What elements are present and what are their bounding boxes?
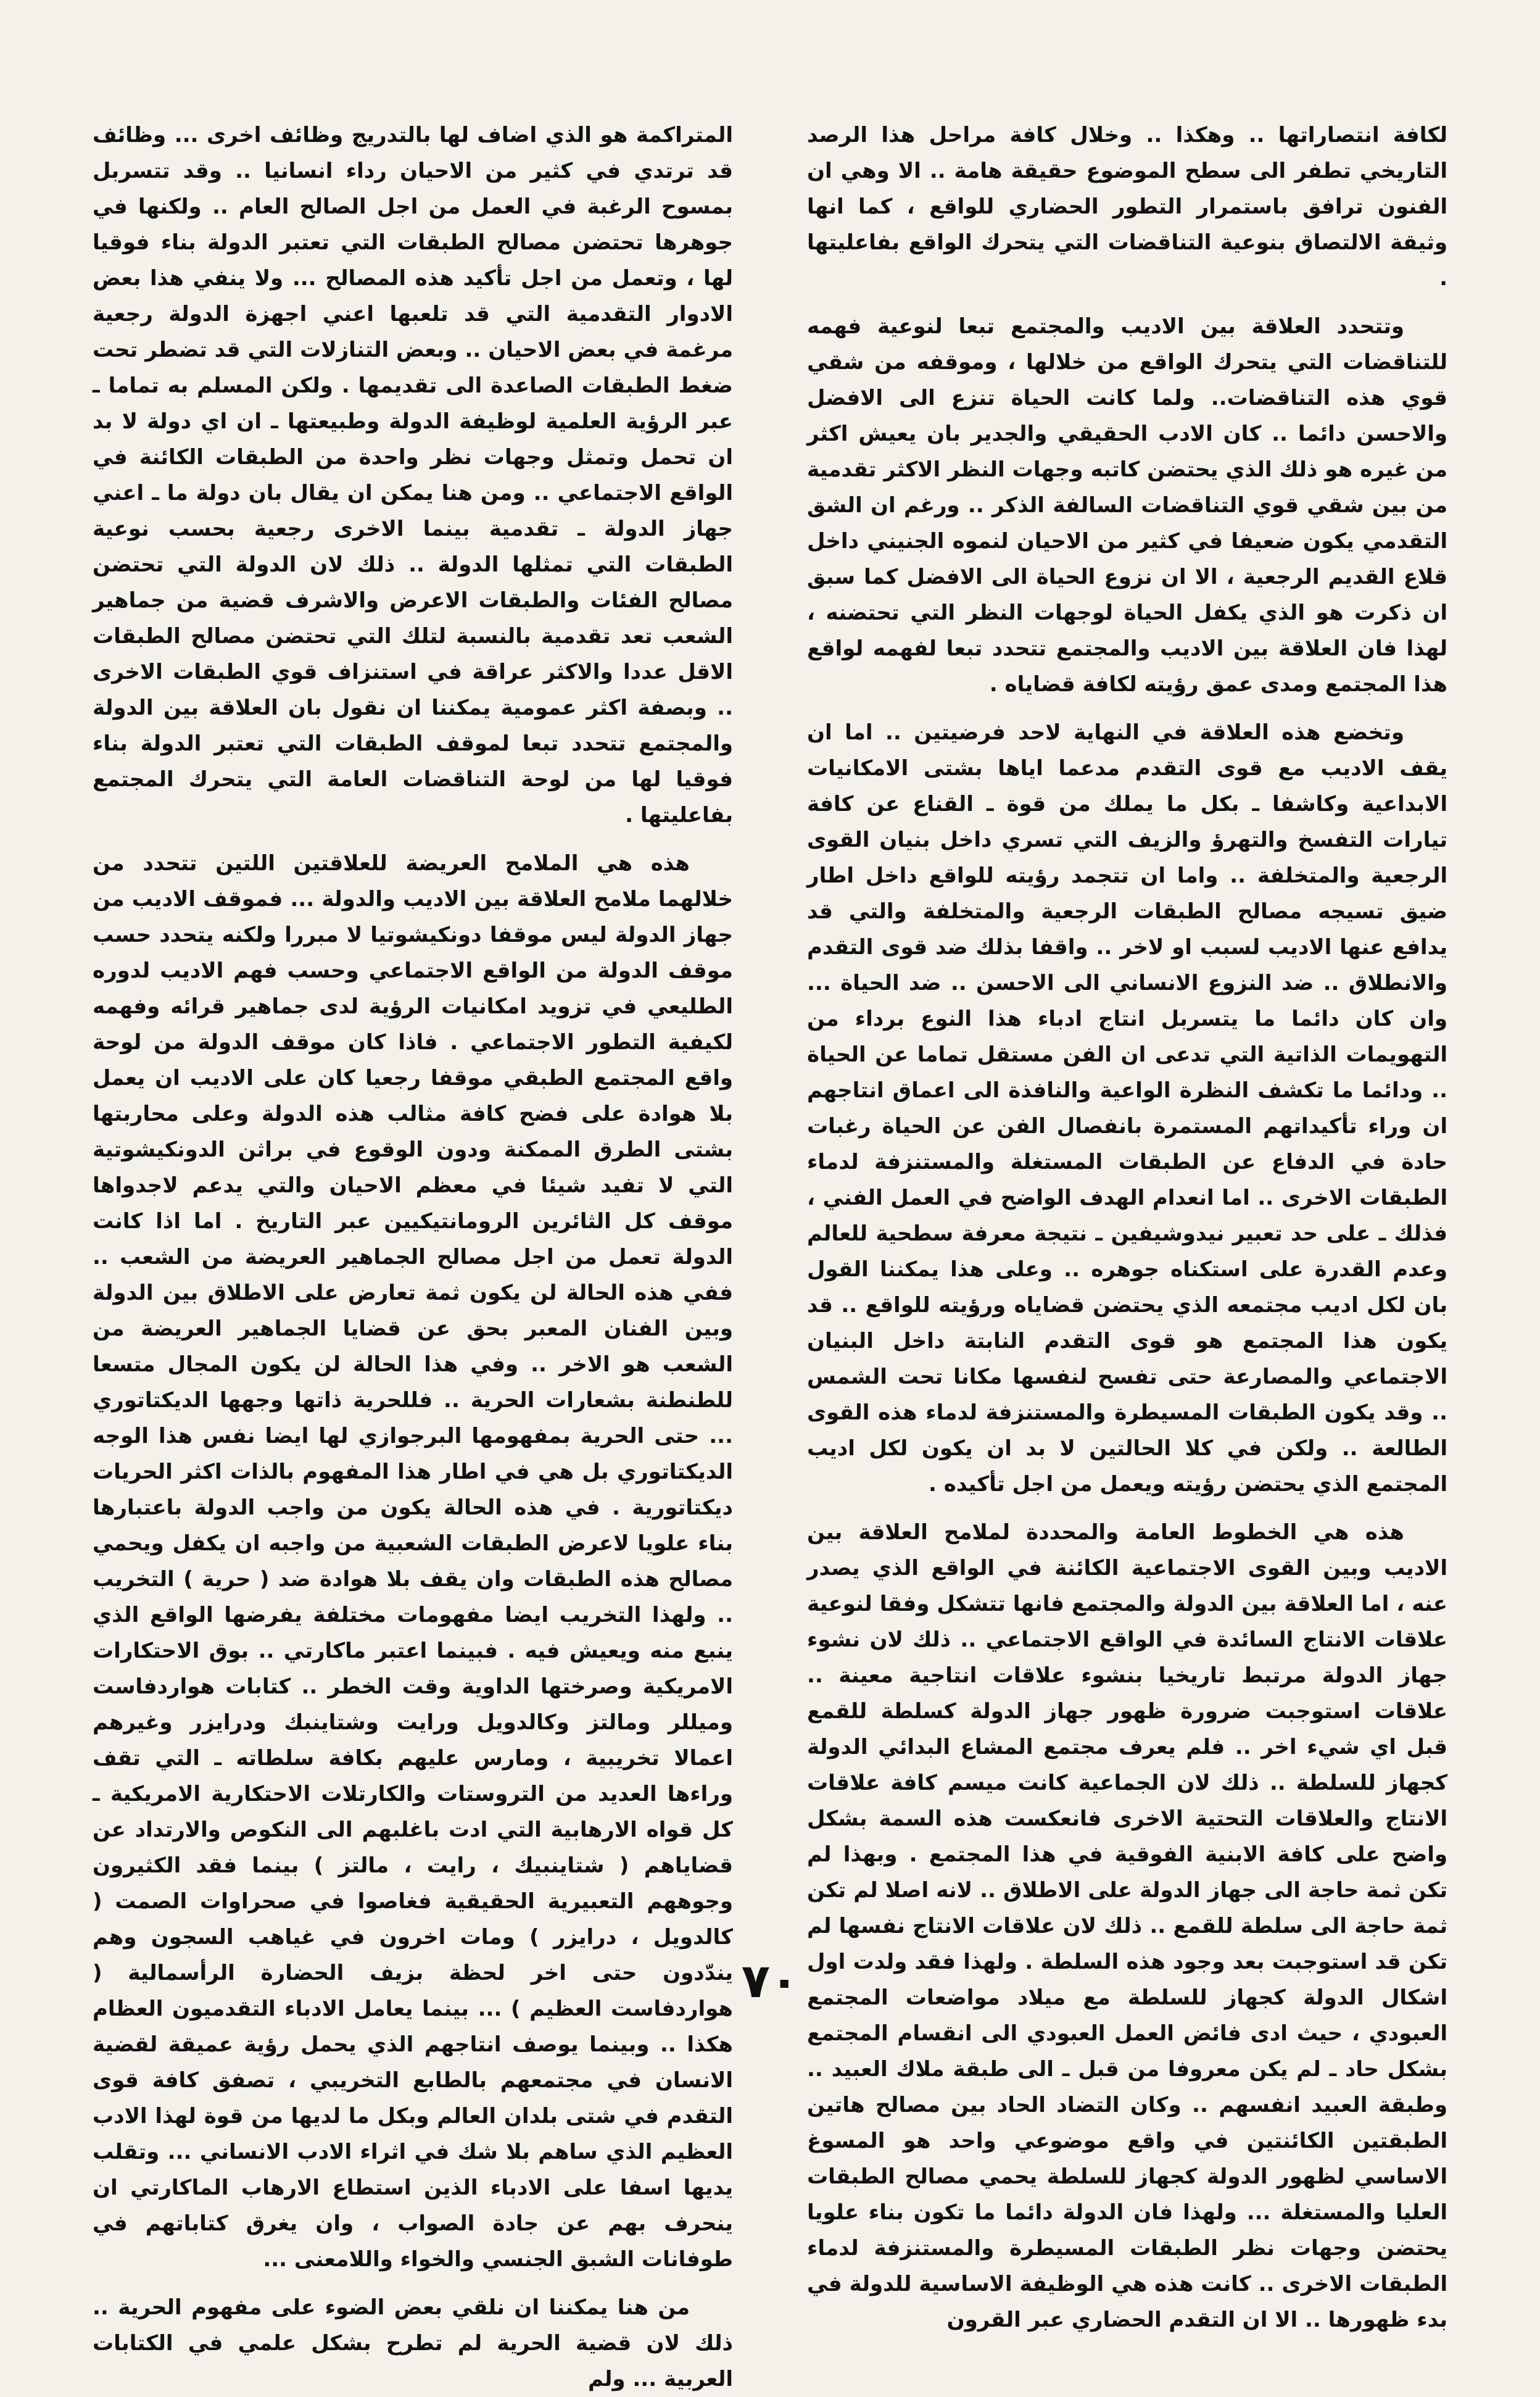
- right-column: [807, 117, 1447, 2332]
- paragraph: من هنا يمكننا ان نلقي بعض الضوء على مفهوم الحرية .. ذلك لان قضية الحرية لم تطرح بشكل علمي في الكتابات العربية ... ولم: [93, 2295, 733, 2391]
- paragraph: وتتحدد العلاقة بين الاديب والمجتمع تبعا لنوعية فهمه للتناقضات التي يتحرك الواقع من خلالها ، وموقفه من شقي قوي هذه التناقضات.. ولما كانت الحياة تنزع الى الافضل والاحسن دائما .. كان الادب الحقيقي والجدير بان يعيش اكثر من غيره هو ذلك الذي يحتضن كاتبه وجهات النظر الاكثر تقدمية من بين شقي قوي التناقضات السالفة الذكر .. ورغم ان الشق التقدمي يكون ضعيفا في كثير من الاحيان لنموه الجنيني داخل قلاع القديم الرجعية ، الا ان نزوع الحياة الى الافضل كما سبق ان ذكرت هو الذي يكفل الحياة لوجهات النظر التي تحتضنه ، لهذا فان العلاقة بين الاديب والمجتمع تتحدد تبعا لفهمه لواقع هذا المجتمع ومدى عمق رؤيته لكافة قضاياه .: [807, 314, 1447, 697]
- paragraph: المتراكمة هو الذي اضاف لها بالتدريج وظائف اخرى ... وظائف قد ترتدي في كثير من الاحيان رداء انسانيا .. وقد تتسربل بمسوح الرغبة في العمل من اجل الصالح العام .. ولكنها في جوهرها تحتضن مصالح الطبقات التي تعتبر الدولة بناء فوقيا لها ، وتعمل من اجل تأكيد هذه المصالح ... ولا ينفي هذا بعض الادوار التقدمية التي قد تلعبها اعني اجهزة الدولة رجعية مرغمة في بعض الاحيان .. وبعض التنازلات التي قد تضطر تحت ضغط الطبقات الصاعدة الى تقديمها . ولكن المسلم به تماما ـ عبر الرؤية العلمية لوظيفة الدولة وطبيعتها ـ ان اي دولة لا بد ان تحمل وتمثل وجهات نظر واحدة من الطبقات الكائنة في الواقع الاجتماعي .. ومن هنا يمكن ان يقال بان دولة ما ـ اعني جهاز الدولة ـ تقدمية بينما الاخرى رجعية بحسب نوعية الطبقات التي تمثلها الدولة .. ذلك لان الدولة التي تحتضن مصالح الفئات والطبقات الاعرض والاشرف قضية من جماهير الشعب تعد تقدمية بالنسبة لتلك التي تحتضن مصالح الطبقات الاقل عددا والاكثر عراقة في استنزاف قوي الطبقات الاخرى .. وبصفة اكثر عمومية يمكننا ان نقول بان العلاقة بين الدولة والمجتمع تتحدد تبعا لموقف الطبقات التي تعتبر الدولة بناء فوقيا لها من لوحة التناقضات العامة التي يتحرك المجتمع بفاعليتها .: [93, 123, 733, 828]
- paragraph: هذه هي الخطوط العامة والمحددة لملامح العلاقة بين الاديب وبين القوى الاجتماعية الكائنة في الواقع الذي يصدر عنه ، اما العلاقة بين الدولة والمجتمع فانها تتشكل وفقا لنوعية علاقات الانتاج السائدة في الواقع الاجتماعي .. ذلك لان نشوء جهاز الدولة مرتبط تاريخيا بنشوء علاقات انتاجية معينة .. علاقات استوجبت ضرورة ظهور جهاز الدولة كسلطة للقمع قبل اي شيء اخر .. فلم يعرف مجتمع المشاع البدائي الدولة كجهاز للسلطة .. ذلك لان الجماعية كانت ميسم كافة علاقات الانتاج والعلاقات التحتية الاخرى فانعكست هذه السمة بشكل واضح على كافة الابنية الفوقية في هذا المجتمع . وبهذا لم تكن ثمة حاجة الى جهاز الدولة على الاطلاق .. لانه اصلا لم تكن ثمة حاجة الى سلطة للقمع .. ذلك لان علاقات الانتاج نفسها لم تكن قد استوجبت بعد وجود هذه السلطة . ولهذا فقد ولدت اول اشكال الدولة كجهاز للسلطة مع ميلاد مواضعات المجتمع العبودي ، حيث ادى فائض العمل العبودي الى انقسام المجتمع بشكل حاد ـ لم يكن معروفا من قبل ـ الى طبقة ملاك العبيد .. وطبقة العبيد انفسهم .. وكان التضاد الحاد بين مصالح هاتين الطبقتين الكائنتين في واقع موضوعي واحد هو المسوغ الاساسي لظهور الدولة كجهاز للسلطة يحمي مصالح الطبقات العليا والمستغلة ... ولهذا فان الدولة دائما ما تكون بناء علويا يحتضن وجهات نظر الطبقات المسيطرة والمستنزفة لدماء الطبقات الاخرى .. كانت هذه هي الوظيفة الاساسية للدولة في بدء ظهورها .. الا ان التقدم الحضاري عبر القرون: [807, 1520, 1447, 2332]
- left-column: [93, 117, 733, 2391]
- paragraph: هذه هي الملامح العريضة للعلاقتين اللتين تتحدد من خلالهما ملامح العلاقة بين الاديب والدولة ... فموقف الاديب من جهاز الدولة ليس موقفا دونكيشوتيا لا مبررا ولكنه يتحدد حسب موقف الدولة من الواقع الاجتماعي وحسب فهم الاديب لدوره الطليعي في تزويد امكانيات الرؤية لدى جماهير قرائه وفهمه لكيفية التطور الاجتماعي . فاذا كان موقف الدولة من لوحة واقع المجتمع الطبقي موقفا رجعيا كان على الاديب ان يعمل بلا هوادة على فضح كافة مثالب هذه الدولة وعلى محاربتها بشتى الطرق الممكنة ودون الوقوع في براثن الدونكيشوتية التي لا تفيد شيئا في معظم الاحيان والتي يدعم لاجدواها موقف كل الثائرين الرومانتيكيين عبر التاريخ . اما اذا كانت الدولة تعمل من اجل مصالح الجماهير العريضة من الشعب .. ففي هذه الحالة لن يكون ثمة تعارض على الاطلاق بين الدولة وبين الفنان المعبر بحق عن قضايا الجماهير العريضة من الشعب هو الاخر .. وفي هذا الحالة لن يكون المجال متسعا للطنطنة بشعارات الحرية .. فللحرية ذاتها وجهها الديكتاتوري ... حتى الحرية بمفهومها البرجوازي لها ايضا نفس هذا الوجه الديكتاتوري بل هي في اطار هذا المفهوم بالذات اكثر الحريات ديكتاتورية . في هذه الحالة يكون من واجب الدولة باعتبارها بناء علويا لاعرض الطبقات الشعبية من واجبه ان يكفل ويحمي مصالح هذه الطبقات وان يقف بلا هوادة ضد ( حرية ) التخريب .. ولهذا التخريب ايضا مفهومات مختلفة يفرضها الواقع الذي ينبع منه ويعيش فيه . فبينما اعتبر ماكارتي .. بوق الاحتكارات الامريكية وصرختها الداوية وقت الخطر .. كتابات هواردفاست وميللر ومالتز وكالدويل ورايت وشتاينبك ودرايزر وغيرهم اعمالا تخريبية ، ومارس عليهم بكافة سلطاته ـ التي تقف وراءها العديد من التروستات والكارتلات الاحتكارية الامريكية ـ كل قواه الارهابية التي ادت باغلبهم الى النكوص والارتداد عن قضاياهم ( شتاينبيك ، رايت ، مالتز ) بينما فقد الكثيرون وجوههم التعبيرية الحقيقية فغاصوا في صحراوات الصمت ( كالدويل ، درايزر ) ومات اخرون في غياهب السجون وهم يندّدون حتى اخر لحظة بزيف الحضارة الرأسمالية ( هواردفاست العظيم ) ... بينما يعامل الادباء التقدميون العظام هكذا .. وبينما يوصف انتاجهم الذي يحمل رؤية عميقة لقضية الانسان في مجتمعهم بالطابع التخريبي ، تصفق كافة قوى التقدم في شتى بلدان العالم وبكل ما لديها من قوة لهذا الادب العظيم الذي ساهم بلا شك في اثراء الادب الانساني ... وتقلب يديها اسفا على الادباء الذين استطاع الارهاب الماكارتي ان ينحرف بهم عن جادة الصواب ، وان يغرق كتاباتهم في طوفانات الشبق الجنسي والخواء واللامعنى ...: [93, 851, 733, 2272]
- paragraph: لكافة انتصاراتها .. وهكذا .. وخلال كافة مراحل هذا الرصد التاريخي تطفر الى سطح الموضوع حقيقة هامة .. الا وهي ان الفنون ترافق باستمرار التطور الحضاري للواقع ، كما انها وثيقة الالتصاق بنوعية التناقضات التي يتحرك الواقع بفاعليتها .: [807, 123, 1447, 291]
- paragraph: وتخضع هذه العلاقة في النهاية لاحد فرضيتين .. اما ان يقف الاديب مع قوى التقدم مدعما اياها بشتى الامكانيات الابداعية وكاشفا ـ بكل ما يملك من قوة ـ القناع عن كافة تيارات التفسخ والتهرؤ والزيف التي تسري داخل بنيان القوى الرجعية والمتخلفة .. واما ان تتجمد رؤيته للواقع داخل اطار ضيق تسيجه مصالح الطبقات الرجعية والمتخلفة والتي قد يدافع عنها الاديب لسبب او لاخر .. واقفا بذلك ضد قوى التقدم والانطلاق .. ضد النزوع الانساني الى الاحسن .. ضد الحياة ... وان كان دائما ما يتسربل انتاج ادباء هذا النوع برداء من التهويمات الذاتية التي تدعى ان الفن مستقل تماما عن الحياة .. ودائما ما تكشف النظرة الواعية والنافذة الى اعماق انتاجهم ان وراء تأكيداتهم المستمرة بانفصال الفن عن الحياة رغبات حادة في الدفاع عن الطبقات المستغلة والمستنزفة لدماء الطبقات الاخرى .. اما انعدام الهدف الواضح في العمل الفني ، فذلك ـ على حد تعبير نيدوشيفين ـ نتيجة معرفة سطحية للعالم وعدم القدرة على استكناه جوهره .. وعلى هذا يمكننا القول بان لكل اديب مجتمعه الذي يحتضن قضاياه ورؤيته للواقع .. قد يكون هذا المجتمع هو قوى التقدم النابتة داخل البنيان الاجتماعي والمصارعة حتى تفسح لنفسها مكانا تحت الشمس .. وقد يكون الطبقات المسيطرة والمستنزفة لدماء هذه القوى الطالعة .. ولكن في كلا الحالتين لا بد ان يكون لكل اديب المجتمع الذي يحتضن رؤيته ويعمل من اجل تأكيده .: [807, 720, 1447, 1497]
- page-number: ٧٠: [741, 1953, 799, 2008]
